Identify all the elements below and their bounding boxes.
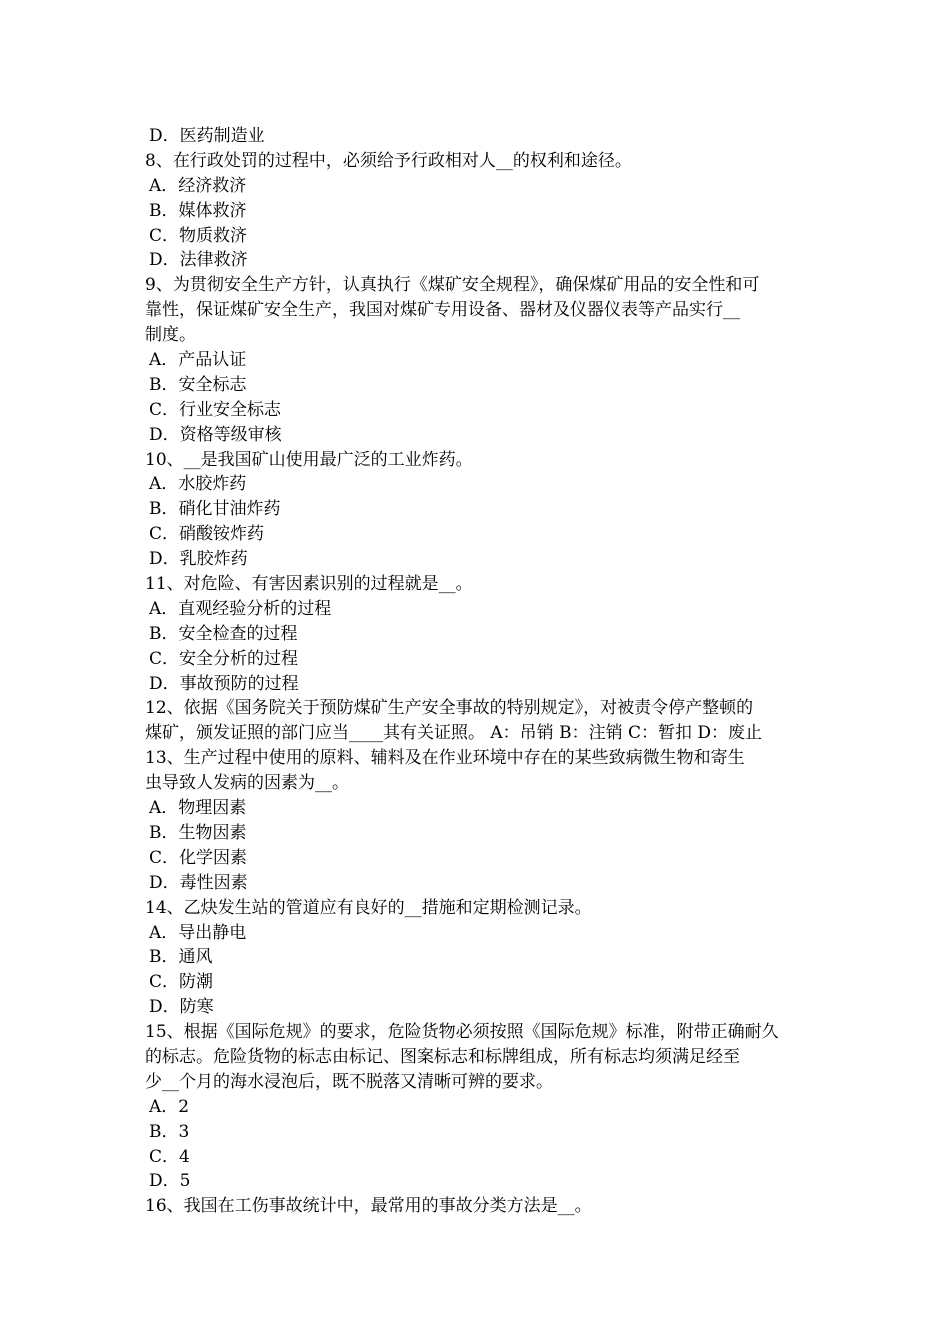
option-15-a: A．2 (149, 1096, 190, 1117)
option-8-b: B．媒体救济 (149, 200, 247, 221)
option-10-c: C．硝酸铵炸药 (149, 524, 265, 545)
question-10: 10、__是我国矿山使用最广泛的工业炸药。 (145, 449, 473, 470)
question-12-line-2: 煤矿，颁发证照的部门应当____其有关证照。 A：吊销 B：注销 C：暂扣 D：废止 (145, 723, 763, 744)
question-16: 16、我国在工伤事故统计中，最常用的事故分类方法是__。 (145, 1196, 592, 1217)
option-13-b: B．生物因素 (149, 822, 247, 843)
option-13-c: C．化学因素 (149, 847, 248, 868)
question-9-line-1: 9、为贯彻安全生产方针，认真执行《煤矿安全规程》，确保煤矿用品的安全性和可 (145, 275, 760, 296)
option-11-b: B．安全检查的过程 (149, 623, 298, 644)
question-13-line-2: 虫导致人发病的因素为__。 (145, 773, 349, 794)
option-9-b: B．安全标志 (149, 374, 247, 395)
option-8-prev-d: D．医药制造业 (149, 126, 265, 146)
option-14-b: B．通风 (149, 947, 213, 968)
document-body (145, 124, 810, 1219)
question-9-line-3: 制度。 (145, 325, 196, 346)
question-12-line-1: 12、依据《国务院关于预防煤矿生产安全事故的特别规定》，对被责令停产整顿的 (145, 698, 754, 719)
question-13-line-1: 13、生产过程中使用的原料、辅料及在作业环境中存在的某些致病微生物和寄生 (145, 748, 745, 769)
option-13-d: D．毒性因素 (149, 872, 248, 893)
question-15-line-1: 15、根据《国际危规》的要求，危险货物必须按照《国际危规》标准，附带正确耐久 (145, 1022, 779, 1043)
option-11-a: A．直观经验分析的过程 (149, 598, 332, 619)
question-8: 8、在行政处罚的过程中，必须给予行政相对人__的权利和途径。 (145, 150, 632, 171)
option-10-b: B．硝化甘油炸药 (149, 499, 281, 520)
option-10-a: A．水胶炸药 (149, 474, 247, 495)
option-8-c: C．物质救济 (149, 225, 248, 246)
option-9-d: D．资格等级审核 (149, 424, 282, 445)
question-15-line-3: 少__个月的海水浸泡后，既不脱落又清晰可辨的要求。 (145, 1071, 553, 1092)
option-15-d: D．5 (149, 1171, 191, 1192)
option-11-d: D．事故预防的过程 (149, 673, 299, 694)
option-15-c: C．4 (149, 1146, 190, 1167)
question-15-line-2: 的标志。危险货物的标志由标记、图案标志和标牌组成，所有标志均须满足经至 (145, 1046, 740, 1067)
question-9-line-2: 靠性，保证煤矿安全生产，我国对煤矿专用设备、器材及仪器仪表等产品实行__ (145, 300, 740, 321)
option-8-a: A．经济救济 (149, 175, 247, 196)
option-10-d: D．乳胶炸药 (149, 549, 248, 570)
option-14-a: A．导出静电 (149, 922, 247, 943)
question-14: 14、乙炔发生站的管道应有良好的__措施和定期检测记录。 (145, 897, 592, 918)
option-14-d: D．防寒 (149, 997, 214, 1018)
option-14-c: C．防潮 (149, 972, 214, 993)
option-15-b: B．3 (149, 1121, 190, 1142)
option-13-a: A．物理因素 (149, 798, 247, 819)
question-11: 11、对危险、有害因素识别的过程就是__。 (145, 574, 473, 595)
option-9-a: A．产品认证 (149, 350, 247, 371)
option-9-c: C．行业安全标志 (149, 399, 282, 420)
option-8-d: D．法律救济 (149, 250, 248, 271)
option-11-c: C．安全分析的过程 (149, 648, 299, 669)
